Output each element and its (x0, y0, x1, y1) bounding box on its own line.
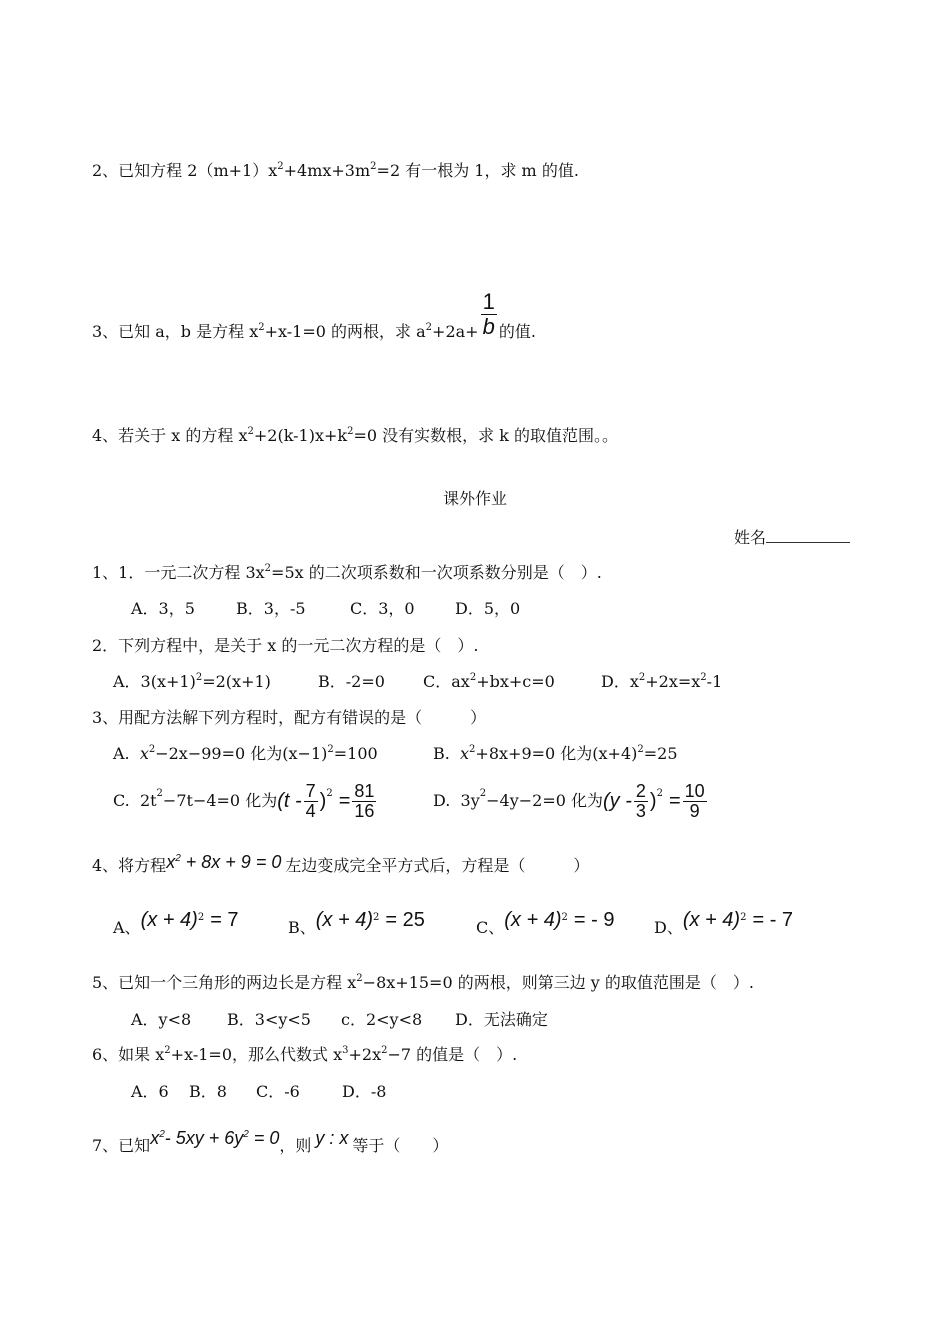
h5-option-a: A．y<8 (131, 1010, 192, 1029)
option-label: A. (113, 744, 130, 763)
h2-options (113, 674, 722, 690)
name-label: 姓名 (734, 528, 767, 547)
h2-c-text: C．ax (423, 672, 470, 691)
h3-c-rhs-fraction (352, 782, 376, 821)
exponent: 2 (195, 672, 203, 683)
h4-text-b: 左边变成完全平方式后，方程是（ ） (285, 856, 590, 875)
exponent: 2 (247, 426, 254, 437)
h1-option-b: B．3，-5 (236, 599, 306, 618)
exponent: 2 (469, 744, 476, 755)
h7-equation (150, 1129, 279, 1147)
h3-option-d (433, 782, 709, 821)
h6-text-c: +2x (348, 1045, 382, 1064)
h3-a-text-c: =100 (333, 744, 378, 763)
h6-option-a: A．6 (131, 1082, 169, 1101)
h4-options (113, 909, 794, 937)
hw-question-7 (92, 1128, 448, 1154)
exponent: 2 (156, 788, 163, 800)
h5-option-b: B．3<y<5 (227, 1010, 311, 1029)
option-rhs: = 7 (210, 909, 239, 931)
hw-question-5 (92, 975, 754, 991)
hw-question-2: 2．下列方程中，是关于 x 的一元二次方程的是（ ）. (92, 636, 479, 655)
homework-title: 课外作业 (442, 489, 507, 508)
h3-option-b (433, 746, 678, 762)
h3-a-text-b: −2x−99=0 化为(x−1) (155, 744, 328, 763)
option-expr: (x + 4) (140, 909, 198, 931)
fraction-denominator: 9 (689, 800, 700, 821)
h2-option-b: B．-2=0 (318, 672, 385, 691)
option-expr: (x + 4) (315, 909, 374, 931)
h3-d-text-b: −4y−2=0 化为 (486, 791, 603, 811)
q2-text-c: =2 有一根为 1，求 m 的值. (376, 161, 579, 180)
h3-d-rhs-fraction (683, 782, 707, 821)
exponent: 3 (342, 1045, 349, 1056)
eq-var: x (150, 1128, 160, 1148)
option-rhs: = - 7 (752, 909, 794, 931)
h3-option-a (113, 746, 433, 762)
h3-c-text-b: −7t−4=0 化为 (162, 791, 278, 811)
q4-text-c: =0 没有实数根，求 k 的取值范围。。 (353, 426, 618, 445)
fraction-numerator: 81 (354, 781, 375, 801)
exponent: 2 (740, 912, 747, 923)
h3-b-text-c: =25 (643, 744, 678, 763)
h4-option-c (476, 909, 654, 937)
paren-right: ) (649, 790, 657, 813)
option-label: D. (433, 791, 451, 811)
fraction-numerator: 2 (635, 781, 646, 801)
paren-left: (t - (277, 790, 302, 813)
h2-option-a (113, 674, 318, 690)
exponent: 2 (561, 912, 568, 923)
option-label: C. (113, 791, 130, 811)
option-label: A、 (113, 918, 141, 937)
exponent: 2 (347, 426, 354, 437)
h3-b-text: x (460, 744, 470, 763)
exponent: 2 (370, 161, 377, 172)
question-3 (92, 278, 536, 340)
hw-question-1 (92, 565, 602, 581)
h5-text-b: −8x+15=0 的两根，则第三边 y 的取值范围是（ ）. (362, 973, 755, 992)
h7-text-b: ，则 (279, 1136, 312, 1155)
exponent: 2 (164, 1045, 171, 1056)
exponent: 2 (425, 322, 433, 333)
fraction-denominator: b (482, 313, 495, 339)
exponent: 2 (637, 744, 644, 755)
q3-text-d: 的值. (498, 322, 536, 341)
eq-mid: - 5xy + 6y (164, 1128, 244, 1148)
eq-var: x (166, 852, 176, 872)
h5-text-a: 5、已知一个三角形的两边长是方程 x (92, 973, 357, 992)
q4-text-b: +2(k-1)x+k (253, 426, 348, 445)
fraction-numerator: 1 (482, 289, 495, 315)
exponent: 2 (243, 1129, 249, 1140)
fraction-numerator: 10 (684, 781, 705, 801)
h2-d-text: D．x (601, 672, 639, 691)
h3-b-text-b: +8x+9=0 化为(x+4) (475, 744, 638, 763)
equals-sign: = (338, 790, 351, 813)
eq-rest: + 8x + 9 = 0 (185, 852, 282, 872)
h6-text-a: 6、如果 x (92, 1045, 165, 1064)
h2-a-text-b: =2(x+1) (202, 672, 271, 691)
fraction-numerator: 7 (305, 781, 316, 801)
h3-a-text: x (139, 744, 149, 763)
h7-text-a: 7、已知 (92, 1136, 151, 1155)
h6-text-d: −7 的值是（ ）. (387, 1045, 518, 1064)
h2-a-text: A．3(x+1) (113, 672, 196, 691)
h4-option-d (654, 909, 794, 937)
h7-text-c: 等于（ ） (352, 1136, 449, 1155)
q3-text-b: +x-1=0 的两根，求 a (264, 322, 426, 341)
option-label: D、 (654, 918, 683, 937)
paren-right: ) (319, 790, 327, 813)
h1-options (131, 601, 520, 617)
h6-option-d: D．-8 (342, 1082, 387, 1101)
exponent: 2 (258, 322, 265, 333)
fraction-denominator: 4 (305, 800, 316, 821)
exponent: 2 (700, 672, 707, 683)
paren-left: (y - (603, 790, 632, 813)
h4-equation (166, 853, 281, 871)
h3-c-text: 2t (139, 791, 157, 811)
h3-options-cd (113, 782, 709, 821)
h6-option-c: C．-6 (256, 1082, 300, 1101)
exponent: 2 (159, 1129, 165, 1140)
exponent: 2 (327, 744, 334, 755)
h5-option-d: D．无法确定 (455, 1010, 548, 1029)
hw-question-3: 3、用配方法解下列方程时，配方有错误的是（ ） (92, 708, 487, 727)
equals-sign: = (668, 790, 681, 813)
h2-c-text-b: +bx+c=0 (476, 672, 555, 691)
h5-option-c: c．2<y<8 (341, 1010, 423, 1029)
h1-option-c: C．3，0 (350, 599, 415, 618)
h4-option-a (113, 909, 288, 937)
h2-option-c (423, 674, 601, 690)
q2-text-a: 2、已知方程 2（m+1）x (92, 161, 278, 180)
h3-c-fraction (304, 782, 318, 821)
option-label: B、 (288, 918, 316, 937)
h6-options (131, 1084, 386, 1100)
exponent: 2 (381, 1045, 388, 1056)
h2-option-d (601, 674, 722, 690)
option-expr: (x + 4) (682, 909, 741, 931)
exponent: 2 (469, 672, 477, 683)
q3-fraction (481, 290, 497, 337)
option-label: B. (433, 744, 450, 763)
h1-text-b: =5x 的二次项系数和一次项系数分别是（ ）. (271, 563, 602, 582)
h5-options (131, 1012, 548, 1028)
q3-text-c: +2a+ (432, 322, 479, 341)
question-2 (92, 163, 579, 179)
exponent: 2 (479, 788, 487, 800)
h6-option-b: B．8 (189, 1082, 227, 1101)
h3-d-text: 3y (460, 791, 480, 811)
h1-option-d: D．5，0 (455, 599, 521, 618)
h7-ratio: y : x (315, 1128, 349, 1148)
h4-text-a: 4、将方程 (92, 856, 167, 875)
option-label: C、 (476, 918, 505, 937)
fraction-denominator: 16 (354, 800, 375, 821)
h4-option-b (288, 909, 476, 937)
hw-question-6 (92, 1047, 517, 1063)
exponent: 2 (373, 912, 380, 923)
h1-text-a: 1、1．一元二次方程 3x (92, 563, 265, 582)
exponent: 2 (638, 672, 646, 683)
exponent: 2 (175, 853, 181, 864)
exponent: 2 (148, 744, 156, 755)
name-field (734, 528, 850, 546)
h3-option-c (113, 782, 433, 821)
option-rhs: = 25 (385, 909, 425, 931)
h2-d-text-b: +2x=x (645, 672, 701, 691)
q2-text-b: +4mx+3m (283, 161, 371, 180)
option-rhs: = - 9 (573, 909, 615, 931)
hw-question-4 (92, 852, 590, 875)
h6-text-b: +x-1=0，那么代数式 x (170, 1045, 343, 1064)
name-blank (766, 528, 850, 543)
exponent: 2 (656, 788, 663, 800)
exponent: 2 (264, 563, 272, 574)
exponent: 2 (197, 912, 205, 923)
option-expr: (x + 4) (504, 909, 562, 931)
exponent: 2 (326, 788, 333, 800)
exponent: 2 (356, 973, 363, 984)
exponent: 2 (277, 161, 284, 172)
h1-option-a: A．3，5 (131, 599, 195, 618)
fraction-denominator: 3 (635, 800, 646, 821)
h3-d-fraction (634, 782, 648, 821)
q4-text-a: 4、若关于 x 的方程 x (92, 426, 248, 445)
question-4 (92, 428, 618, 444)
h3-options-ab (113, 746, 678, 762)
h2-d-text-c: -1 (706, 672, 723, 691)
q3-text-a: 3、已知 a，b 是方程 x (92, 322, 259, 341)
eq-rhs: = 0 (253, 1128, 280, 1148)
